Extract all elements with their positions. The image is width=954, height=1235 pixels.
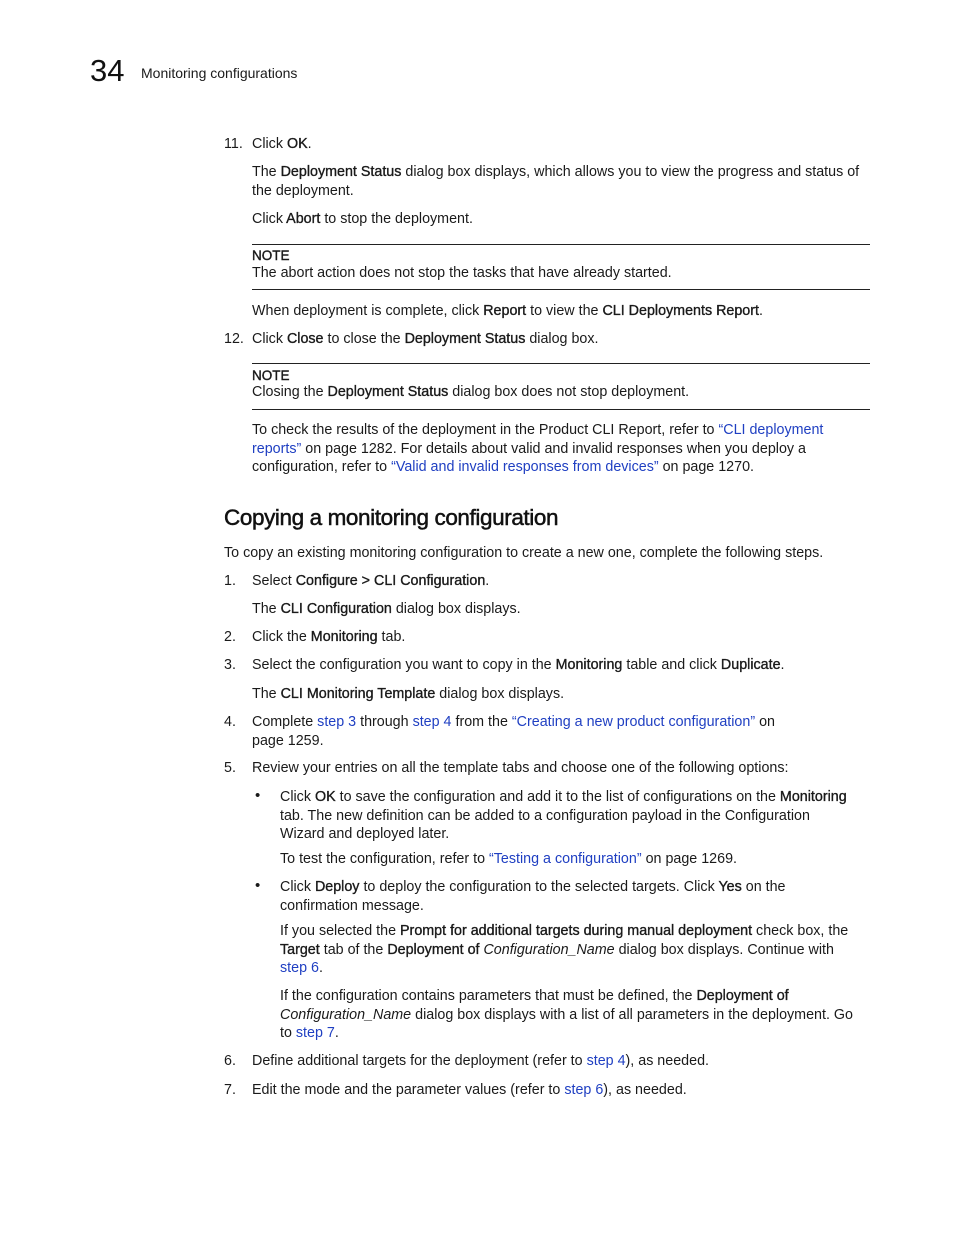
check-results-text: To check the results of the deployment in the Product CLI Report, refer to “CLI deployment reports” on page 1282. For details about valid and invalid responses when you deploy a configuration, refer to “Valid and invalid responses from devices” on page 1270.: [252, 422, 824, 476]
step-6-link[interactable]: step 6: [564, 1082, 604, 1098]
step-number: 11.: [224, 136, 243, 152]
bullet-deploy-text: Click Deploy to deploy the configuration to the selected targets. Click Yes on the confirmation message.: [280, 879, 786, 914]
step-number: 3.: [224, 657, 236, 673]
valid-invalid-responses-link[interactable]: “Valid and invalid responses from devices”: [391, 459, 659, 476]
step-1-text: Select Configure > CLI Configuration.: [252, 573, 490, 589]
step-number: 12.: [224, 331, 244, 347]
step-7-text: Edit the mode and the parameter values (refer to step 6), as needed.: [252, 1082, 687, 1098]
step-11-text: Click OK.: [252, 136, 312, 152]
bullet-icon: •: [255, 787, 261, 804]
cli-deployment-reports-link[interactable]: reports”: [252, 440, 302, 457]
ok-label: OK: [286, 136, 308, 152]
step-2-text: Click the Monitoring tab.: [252, 629, 406, 645]
step-3-result: The CLI Monitoring Template dialog box displays.: [252, 686, 565, 702]
note-bottom-rule: [252, 289, 870, 290]
step-4-text: Complete step 3 through step 4 from the “Creating a new product configuration” on page 1259.: [252, 714, 775, 749]
test-config-text: To test the configuration, refer to “Testing a configuration” on page 1269.: [280, 851, 738, 867]
testing-configuration-link[interactable]: “Testing a configuration”: [489, 851, 642, 867]
step-number: 2.: [224, 629, 236, 645]
step-12-text: Click Close to close the Deployment Status dialog box.: [252, 331, 599, 347]
note-text: The abort action does not stop the tasks that have already started.: [252, 265, 672, 281]
note-top-rule: [252, 363, 870, 364]
section-intro: To copy an existing monitoring configuration to create a new one, complete the following steps.: [224, 545, 824, 561]
parameters-text: If the configuration contains parameters that must be defined, the Deployment of Configuration_Name dialog box displays with a list of all parameters in the deployment. Go to step 7.: [280, 988, 853, 1042]
note-label: NOTE: [252, 248, 290, 263]
step-6-link[interactable]: step 6: [280, 960, 319, 977]
abort-instruction: Click Abort to stop the deployment.: [252, 211, 473, 227]
deployment-status-desc: The Deployment Status dialog box displays, which allows you to view the progress and status of the deployment.: [252, 164, 860, 199]
step-number: 1.: [224, 573, 236, 589]
step-number: 4.: [224, 714, 236, 730]
note-label: NOTE: [252, 368, 290, 383]
step-number: 6.: [224, 1053, 236, 1069]
chapter-number: 34: [90, 53, 125, 88]
note-top-rule: [252, 244, 870, 245]
step-number: 7.: [224, 1082, 236, 1098]
step-6-text: Define additional targets for the deployment (refer to step 4), as needed.: [252, 1053, 709, 1069]
step-3-text: Select the configuration you want to copy in the Monitoring table and click Duplicate.: [252, 657, 785, 673]
chapter-title: Monitoring configurations: [141, 65, 298, 81]
step-5-text: Review your entries on all the template tabs and choose one of the following options:: [252, 760, 789, 776]
step-4-link[interactable]: step 4: [586, 1053, 626, 1069]
step-1-result: The CLI Configuration dialog box displays.: [252, 601, 521, 617]
note-text: Closing the Deployment Status dialog box does not stop deployment.: [252, 384, 690, 400]
creating-product-config-link[interactable]: “Creating a new product configuration”: [511, 714, 756, 730]
step-4-link[interactable]: step 4: [412, 714, 452, 730]
additional-targets-text: If you selected the Prompt for additional targets during manual deployment check box, the Target tab of the Deployment of Configuration_Name dialog box displays. Continue with step 6.: [280, 923, 849, 977]
cli-deployment-reports-link[interactable]: “CLI deployment: [718, 422, 824, 438]
step-7-link[interactable]: step 7: [295, 1025, 335, 1042]
bullet-icon: •: [255, 877, 261, 894]
step-number: 5.: [224, 760, 236, 776]
section-title: Copying a monitoring configuration: [224, 505, 559, 530]
deployment-complete-text: When deployment is complete, click Report to view the CLI Deployments Report.: [252, 303, 763, 319]
step-3-link[interactable]: step 3: [317, 714, 357, 730]
note-bottom-rule: [252, 409, 870, 410]
bullet-ok-text: Click OK to save the configuration and add it to the list of configurations on the Monitoring tab. The new definition can be added to a configuration payload in the Configuration Wizard and deployed later.: [280, 789, 847, 843]
